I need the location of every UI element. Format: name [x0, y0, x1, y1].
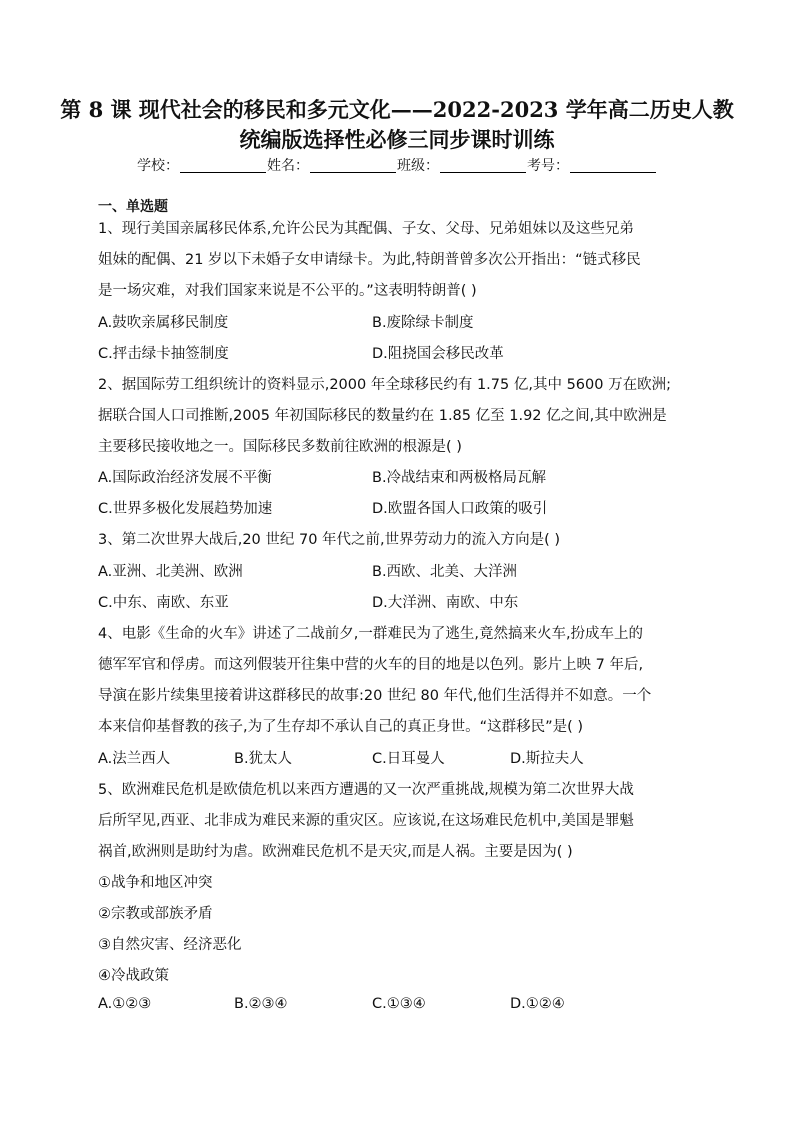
question-1-line-3: 是一场灾难，对我们国家来说是不公平的。”这表明特朗普( ): [98, 283, 477, 299]
student-info-line: [0, 155, 794, 175]
question-4-option-b[interactable]: B.犹太人: [234, 751, 293, 767]
question-5-line-3: 祸首,欧洲则是助纣为虐。欧洲难民危机不是天灾,而是人祸。主要是因为( ): [98, 844, 573, 860]
question-2-line-2: 据联合国人口司推断,2005 年初国际移民的数量约在 1.85 亿至 1.92 亿之间,其中欧洲是: [98, 408, 667, 424]
question-3-option-c[interactable]: C.中东、南欧、东亚: [98, 595, 229, 611]
section-title: 一、单选题: [98, 199, 168, 215]
question-4-line-2: 德军军官和俘虏。而这列假装开往集中营的火车的目的地是以色列。影片上映 7 年后,: [98, 657, 644, 673]
question-1-option-c[interactable]: C.抨击绿卡抽签制度: [98, 346, 229, 362]
question-1-line-1: 1、现行美国亲属移民体系,允许公民为其配偶、子女、父母、兄弟姐妹以及这些兄弟: [98, 221, 634, 237]
question-4-line-4: 本来信仰基督教的孩子,为了生存却不承认自己的真正身世。“这群移民”是( ): [98, 719, 584, 735]
question-5-item-1: ①战争和地区冲突: [98, 875, 213, 891]
question-4-option-d[interactable]: D.斯拉夫人: [510, 751, 584, 767]
question-2-line-1: 2、据国际劳工组织统计的资料显示,2000 年全球移民约有 1.75 亿,其中 5600 万在欧洲;: [98, 377, 671, 393]
page-subtitle: 统编版选择性必修三同步课时训练: [239, 127, 555, 152]
name-blank[interactable]: [310, 158, 396, 173]
school-label: 学校：: [137, 158, 179, 174]
question-3-option-b[interactable]: B.西欧、北美、大洋洲: [372, 564, 518, 580]
question-5-option-b[interactable]: B.②③④: [234, 996, 288, 1012]
question-4-line-1: 4、电影《生命的火车》讲述了二战前夕,一群难民为了逃生,竟然搞来火车,扮成车上的: [98, 626, 644, 642]
exam-no-blank[interactable]: [570, 158, 656, 173]
question-3-option-d[interactable]: D.大洋洲、南欧、中东: [372, 595, 519, 611]
question-5-option-a[interactable]: A.①②③: [98, 996, 152, 1012]
page-title: 第 8 课 现代社会的移民和多元文化——2022-2023 学年高二历史人教: [60, 97, 734, 122]
name-label: 姓名：: [267, 158, 309, 174]
class-blank[interactable]: [440, 158, 526, 173]
question-5-item-3: ③自然灾害、经济恶化: [98, 937, 242, 953]
class-label: 班级：: [397, 158, 439, 174]
question-3-line-1: 3、第二次世界大战后,20 世纪 70 年代之前,世界劳动力的流入方向是( ): [98, 532, 561, 548]
exam-no-label: 考号：: [527, 158, 569, 174]
question-2-line-3: 主要移民接收地之一。国际移民多数前往欧洲的根源是( ): [98, 439, 462, 455]
question-5-option-c[interactable]: C.①③④: [372, 996, 426, 1012]
question-2-option-c[interactable]: C.世界多极化发展趋势加速: [98, 501, 273, 517]
question-1-option-b[interactable]: B.废除绿卡制度: [372, 315, 474, 331]
question-2-option-d[interactable]: D.欧盟各国人口政策的吸引: [372, 501, 548, 517]
school-blank[interactable]: [180, 158, 266, 173]
question-5-item-4: ④冷战政策: [98, 968, 169, 984]
question-5-item-2: ②宗教或部族矛盾: [98, 906, 213, 922]
question-4-option-a[interactable]: A.法兰西人: [98, 751, 171, 767]
question-5-option-d[interactable]: D.①②④: [510, 996, 565, 1012]
question-5-line-1: 5、欧洲难民危机是欧债危机以来西方遭遇的又一次严重挑战,规模为第二次世界大战: [98, 782, 634, 798]
question-1-option-d[interactable]: D.阻挠国会移民改革: [372, 346, 504, 362]
question-1-option-a[interactable]: A.鼓吹亲属移民制度: [98, 315, 229, 331]
question-4-option-c[interactable]: C.日耳曼人: [372, 751, 445, 767]
question-4-line-3: 导演在影片续集里接着讲这群移民的故事:20 世纪 80 年代,他们生活得并不如意。一个: [98, 688, 652, 704]
question-1-line-2: 姐妹的配偶、21 岁以下未婚子女申请绿卡。为此,特朗普曾多次公开指出：“链式移民: [98, 252, 641, 268]
question-5-line-2: 后所罕见,西亚、北非成为难民来源的重灾区。应该说,在这场难民危机中,美国是罪魁: [98, 813, 634, 829]
question-2-option-b[interactable]: B.冷战结束和两极格局瓦解: [372, 470, 547, 486]
question-3-option-a[interactable]: A.亚洲、北美洲、欧洲: [98, 564, 243, 580]
question-2-option-a[interactable]: A.国际政治经济发展不平衡: [98, 470, 272, 486]
